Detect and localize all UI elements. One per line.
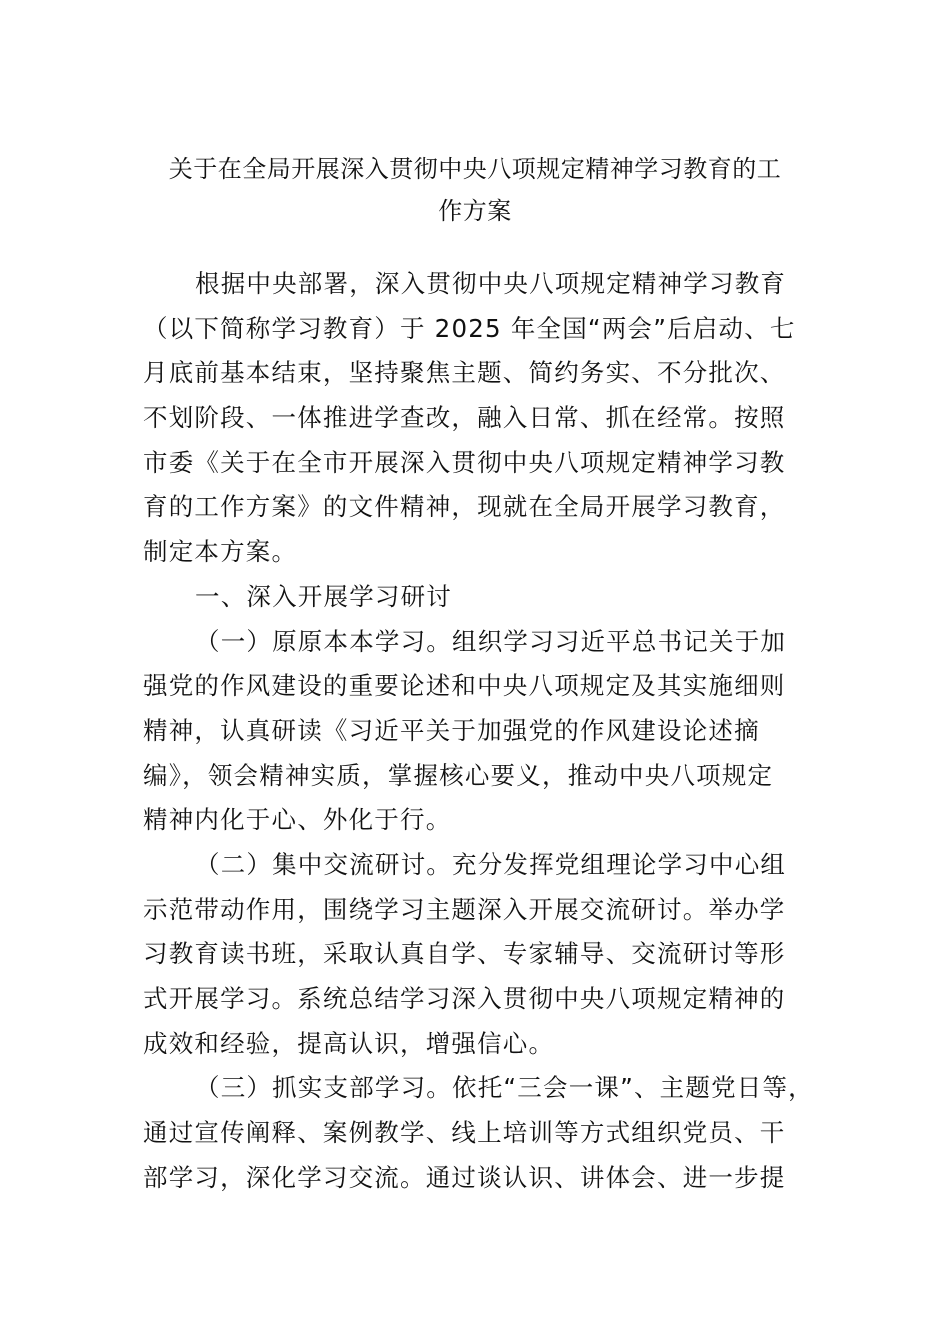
paragraph-intro: [143, 262, 819, 575]
text-line: 部学习，深化学习交流。通过谈认识、讲体会、进一步提: [143, 1162, 786, 1192]
title-line: 作方案: [438, 197, 512, 225]
section-heading: [143, 575, 819, 620]
text-line: 育的工作方案》的文件精神，现就在全局开展学习教育，: [143, 492, 786, 522]
text-line: 根据中央部署，深入贯彻中央八项规定精神学习教育: [195, 269, 787, 298]
text-line: 市委《关于在全市开展深入贯彻中央八项规定精神学习教: [143, 447, 786, 477]
text-line: 强党的作风建设的重要论述和中央八项规定及其实施细则: [143, 671, 786, 701]
text-line: 精神，认真研读《习近平关于加强党的作风建设论述摘: [143, 715, 760, 745]
text-line: 不划阶段、一体推进学查改，融入日常、抓在经常。按照: [143, 403, 786, 433]
text-line: 习教育读书班，采取认真自学、专家辅导、交流研讨等形: [143, 939, 786, 969]
text-line: （三）抓实支部学习。依托“三会一课”、主题党日等，: [195, 1073, 814, 1103]
text-line: 示范带动作用，围绕学习主题深入开展交流研讨。举办学: [143, 894, 786, 924]
text-line: （一）原原本本学习。组织学习习近平总书记关于加: [195, 626, 787, 656]
text-line: 月底前基本结束，坚持聚焦主题、简约务实、不分批次、: [143, 358, 786, 388]
text-line: 式开展学习。系统总结学习深入贯彻中央八项规定精神的: [143, 984, 786, 1013]
document-title: [140, 148, 810, 232]
text-line: 成效和经验，提高认识，增强信心。: [143, 1028, 555, 1058]
title-line: 关于在全局开展深入贯彻中央八项规定精神学习教育的工: [168, 155, 782, 183]
text-line: 通过宣传阐释、案例教学、线上培训等方式组织党员、干: [143, 1118, 786, 1148]
section-heading-text: 一、深入开展学习研讨: [195, 581, 452, 611]
text-line: （以下简称学习教育）于 2025 年全国“两会”后启动、七: [143, 313, 796, 343]
text-line: 编》，领会精神实质，掌握核心要义，推动中央八项规定: [143, 760, 774, 790]
text-line: （二）集中交流研讨。充分发挥党组理论学习中心组: [195, 849, 787, 879]
document-body: [143, 262, 819, 1200]
paragraph-item-2: [143, 843, 819, 1066]
paragraph-item-1: [143, 620, 819, 843]
text-line: 精神内化于心、外化于行。: [143, 805, 452, 835]
text-line: 制定本方案。: [143, 537, 298, 567]
paragraph-item-3: [143, 1066, 819, 1200]
